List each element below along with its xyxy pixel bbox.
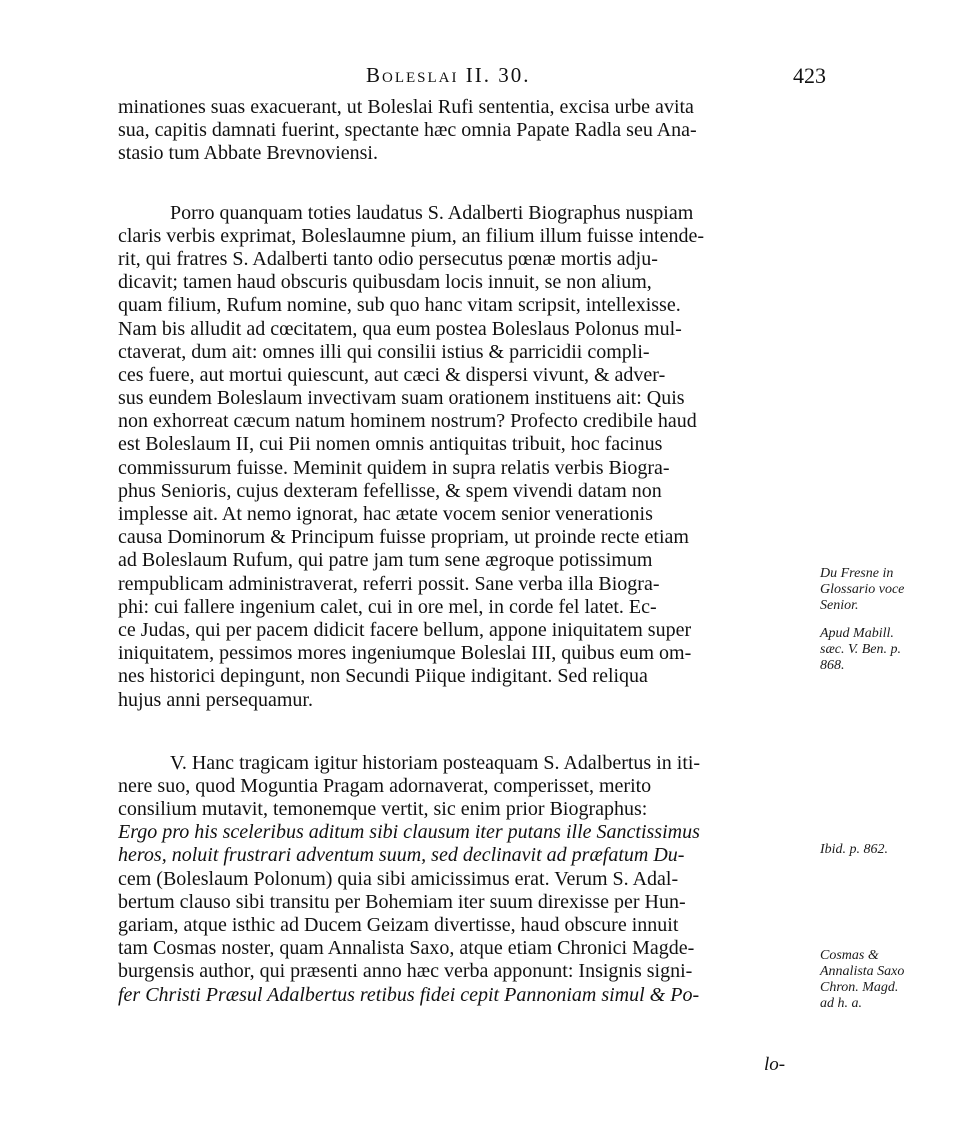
text-line: tam Cosmas noster, quam Annalista Saxo, atque etiam Chronici Magde- (118, 937, 695, 960)
text-line: cem (Boleslaum Polonum) quia sibi amicissimus erat. Verum S. Adal- (118, 867, 679, 890)
text-line: implesse ait. At nemo ignorat, hac ætate vocem senior venerationis (118, 503, 653, 525)
margin-note-cosmas (820, 948, 940, 1012)
text-line: V. Hanc tragicam igitur historiam posteaquam S. Adalbertus in iti- (170, 751, 701, 774)
paragraph-gap (118, 712, 826, 752)
text-line: rempublicam administraverat, referri possit. Sane verba illa Biogra- (118, 572, 660, 595)
margin-note-line: Ibid. p. 862. (820, 842, 889, 857)
margin-note-line: ad h. a. (820, 996, 862, 1011)
text-line: ces fuere, aut mortui quiescunt, aut cæci & dispersi vivunt, & adver- (118, 363, 666, 386)
text-line: rit, qui fratres S. Adalberti tanto odio persecutus pœnæ mortis adju- (118, 247, 658, 270)
text-line: heros, noluit frustrari adventum suum, sed declinavit ad præfatum Du- (118, 844, 685, 867)
margin-note-line: Annalista Saxo (820, 964, 905, 979)
text-line: commissurum fuisse. Meminit quidem in supra relatis verbis Biogra- (118, 456, 670, 479)
catchword: lo- (764, 1054, 786, 1075)
text-line: est Boleslaum II, cui Pii nomen omnis antiquitas tribuit, hoc facinus (118, 433, 663, 456)
text-line: ce Judas, qui per pacem didicit facere bellum, appone iniquitatem super (118, 618, 692, 641)
text-line: sua, capitis damnati fuerint, spectante hæc omnia Papate Radla seu Ana- (118, 119, 697, 142)
text-line: ad Boleslaum Rufum, qui patre jam tum sene ægroque potissimum (118, 549, 653, 572)
text-line: Porro quanquam toties laudatus S. Adalberti Biographus nuspiam (170, 201, 694, 224)
text-line: quam filium, Rufum nomine, sub quo hanc vitam scripsit, intellexisse. (118, 294, 681, 317)
paragraph-2 (118, 202, 826, 712)
text-line: ctaverat, dum ait: omnes illi qui consilii istius & parricidii compli- (118, 340, 650, 363)
text-line: consilium mutavit, temonemque vertit, sic enim prior Biographus: (118, 798, 648, 821)
text-line: sus eundem Boleslaum invectivam suam orationem instituens ait: Quis (118, 387, 685, 410)
paragraph-1 (118, 96, 826, 166)
margin-note-ibid (820, 842, 940, 858)
running-title: Boleslai II. 30. (366, 63, 531, 87)
body-text (118, 96, 826, 1007)
text-line: Nam bis alludit ad cœcitatem, qua eum postea Boleslaus Polonus mul- (118, 317, 682, 340)
margin-note-du-fresne (820, 566, 940, 614)
margin-note-line: 868. (820, 658, 845, 673)
margin-note-line: Apud Mabill. (820, 626, 894, 641)
text-line: fer Christi Præsul Adalbertus retibus fidei cepit Pannoniam simul & Po- (118, 983, 700, 1006)
running-head (110, 63, 826, 93)
text-line: burgensis author, qui præsenti anno hæc verba apponunt: Insignis signi- (118, 960, 693, 983)
text-line: gariam, atque isthic ad Ducem Geizam divertisse, haud obscure innuit (118, 914, 679, 936)
margin-note-line: Du Fresne in (820, 566, 894, 581)
text-line: claris verbis exprimat, Boleslaumne pium, an filium illum fuisse intende- (118, 224, 704, 247)
text-line: hujus anni persequamur. (118, 688, 313, 711)
margin-note-line: Cosmas & (820, 948, 879, 963)
text-line: phus Senioris, cujus dexteram fefellisse, & spem vivendi datam non (118, 479, 662, 502)
margin-note-line: Senior. (820, 598, 859, 613)
paragraph-3 (118, 752, 826, 1007)
paragraph-gap (118, 166, 826, 202)
text-line: iniquitatem, pessimos mores ingeniumque Boleslai III, quibus eum om- (118, 642, 692, 665)
text-line: causa Dominorum & Principum fuisse propriam, ut proinde recte etiam (118, 526, 689, 549)
text-line: nes historici depingunt, non Secundi Piique indigitant. Sed reliqua (118, 665, 648, 688)
margin-note-line: Glossario voce (820, 582, 905, 597)
text-line: Ergo pro his sceleribus aditum sibi clausum iter putans ille Sanctissimus (118, 821, 700, 844)
text-line: nere suo, quod Moguntia Pragam adornaverat, comperisset, merito (118, 774, 652, 797)
text-line: phi: cui fallere ingenium calet, cui in ore mel, in corde fel latet. Ec- (118, 595, 657, 618)
text-line: bertum clauso sibi transitu per Bohemiam iter suum direxisse per Hun- (118, 890, 686, 913)
margin-note-mabillon (820, 626, 940, 674)
margin-note-line: Chron. Magd. (820, 980, 899, 995)
text-line: minationes suas exacuerant, ut Boleslai Rufi sententia, excisa urbe avita (118, 96, 694, 118)
page-number: 423 (793, 63, 826, 88)
text-line: dicavit; tamen haud obscuris quibusdam locis innuit, se non alium, (118, 271, 652, 294)
text-line: non exhorreat cæcum natum hominem nostrum? Profecto credibile haud (118, 410, 697, 433)
margin-note-line: sæc. V. Ben. p. (820, 642, 902, 657)
text-line: stasio tum Abbate Brevnoviensi. (118, 142, 378, 165)
